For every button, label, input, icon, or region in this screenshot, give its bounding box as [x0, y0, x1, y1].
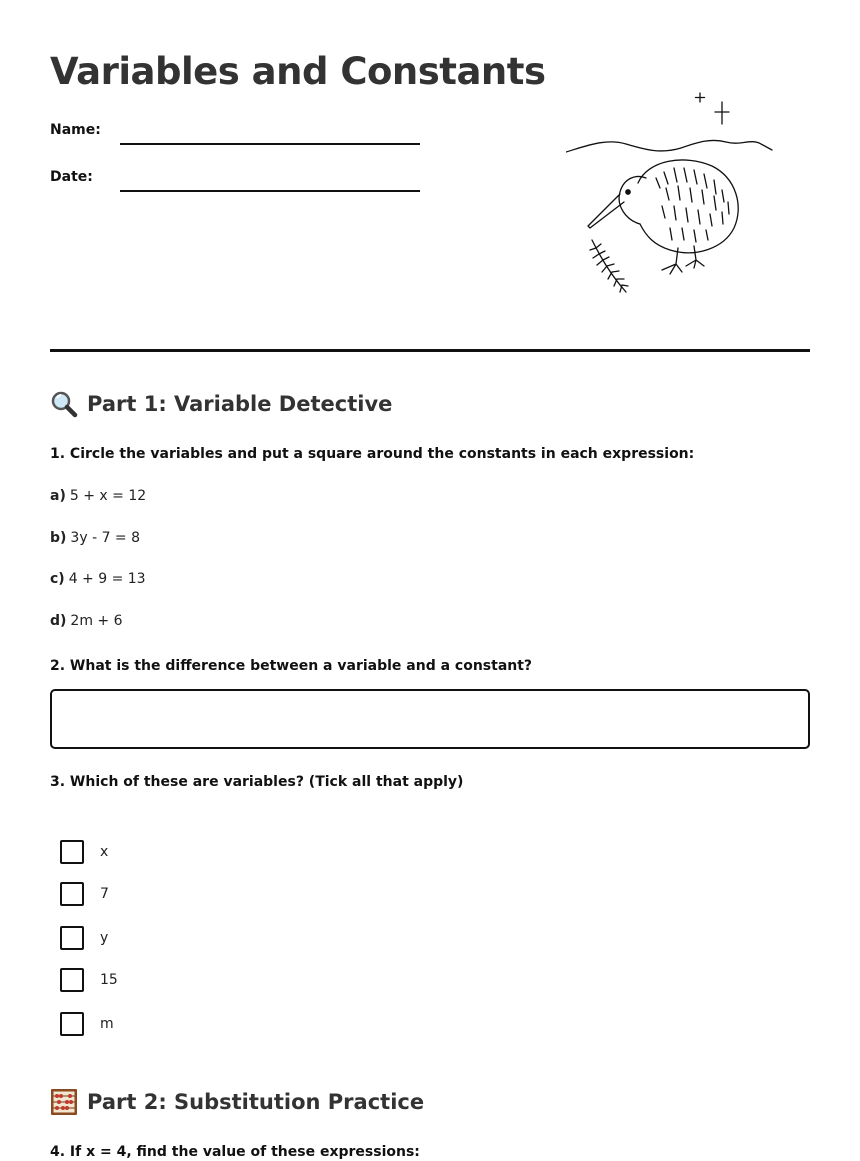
question-4: 4. If x = 4, find the value of these expressions:: [50, 1144, 420, 1160]
date-label: Date:: [50, 169, 93, 185]
answer-box-q2[interactable]: [50, 689, 810, 749]
page-title: Variables and Constants: [50, 50, 546, 93]
kiwi-bird-illustration: [566, 88, 776, 300]
question-1: 1. Circle the variables and put a square around the constants in each expression:: [50, 446, 695, 462]
option-7[interactable]: 7: [60, 882, 109, 906]
divider: [50, 349, 810, 352]
checkbox[interactable]: [60, 1012, 84, 1036]
date-field[interactable]: [120, 190, 420, 192]
option-15[interactable]: 15: [60, 968, 118, 992]
checkbox[interactable]: [60, 840, 84, 864]
option-y[interactable]: y: [60, 926, 108, 950]
expression-b: b) 3y - 7 = 8: [50, 530, 141, 546]
question-2: 2. What is the difference between a variable and a constant?: [50, 658, 533, 674]
checkbox[interactable]: [60, 968, 84, 992]
part2-heading: [50, 1088, 424, 1116]
name-label: Name:: [50, 122, 101, 138]
magnifying-glass-icon: [50, 390, 78, 418]
part2-heading-text: Part 2: Substitution Practice: [87, 1090, 425, 1114]
abacus-icon: [50, 1088, 78, 1116]
part1-heading-text: Part 1: Variable Detective: [87, 392, 393, 416]
checkbox[interactable]: [60, 882, 84, 906]
expression-c: c) 4 + 9 = 13: [50, 571, 146, 587]
expression-a: a) 5 + x = 12: [50, 488, 147, 504]
expression-d: d) 2m + 6: [50, 613, 123, 629]
question-3: 3. Which of these are variables? (Tick all that apply): [50, 774, 464, 790]
option-x[interactable]: x: [60, 840, 108, 864]
name-field[interactable]: [120, 143, 420, 145]
option-m[interactable]: m: [60, 1012, 114, 1036]
part1-heading: [50, 390, 392, 418]
checkbox[interactable]: [60, 926, 84, 950]
